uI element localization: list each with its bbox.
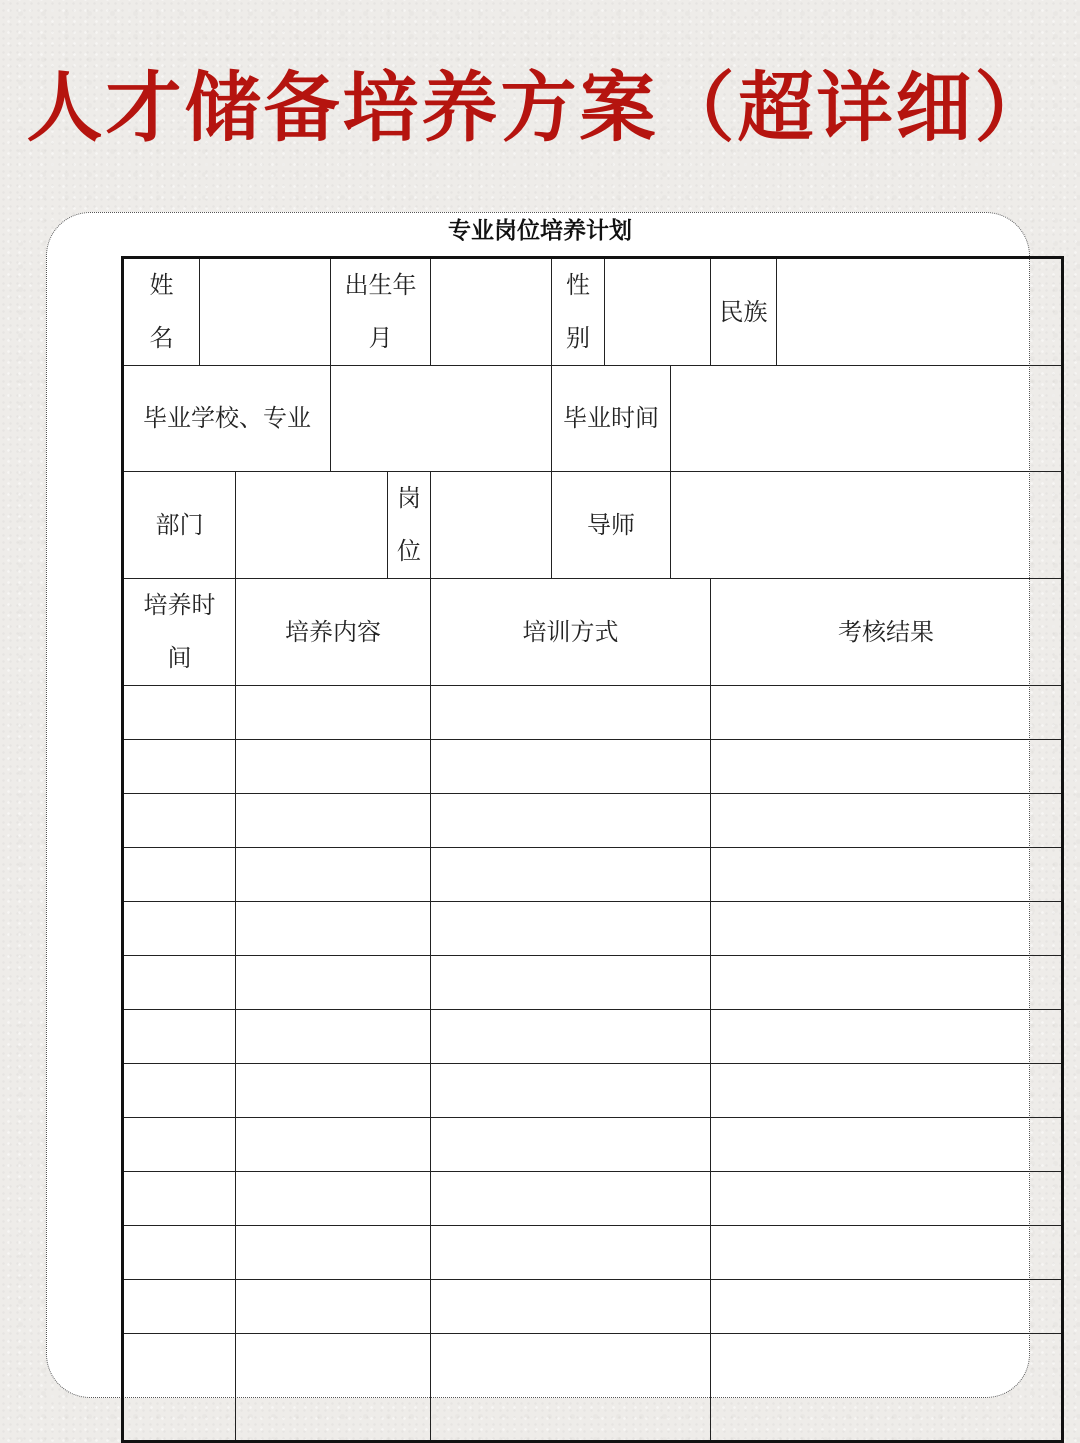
column-header-content: 培养内容 (236, 579, 431, 686)
table-row (123, 848, 1063, 902)
time-cell[interactable] (123, 686, 236, 740)
method-cell[interactable] (431, 794, 711, 848)
mentor-label: 导师 (552, 472, 671, 579)
gender-label: 性别 (552, 258, 605, 366)
gender-value[interactable] (605, 258, 711, 366)
table-row (123, 1172, 1063, 1226)
method-cell[interactable] (431, 1010, 711, 1064)
info-row-3 (123, 472, 1063, 579)
info-row-1 (123, 258, 1063, 366)
grad-time-value[interactable] (671, 366, 1063, 472)
name-value[interactable] (200, 258, 331, 366)
department-label: 部门 (123, 472, 236, 579)
table-row (123, 1226, 1063, 1280)
grad-time-label: 毕业时间 (552, 366, 671, 472)
school-major-label: 毕业学校、专业 (123, 366, 331, 472)
table-row (123, 686, 1063, 740)
time-cell[interactable] (123, 794, 236, 848)
page-title: 人才储备培养方案（超详细） (26, 63, 1054, 152)
birth-value[interactable] (431, 258, 552, 366)
content-cell[interactable] (236, 740, 431, 794)
table-row (123, 1010, 1063, 1064)
form-title: 专业岗位培养计划 (448, 218, 632, 244)
table-row (123, 902, 1063, 956)
table-row (123, 1118, 1063, 1172)
time-cell[interactable] (123, 740, 236, 794)
content-cell[interactable] (236, 1064, 431, 1118)
result-cell[interactable] (711, 956, 1063, 1010)
content-cell[interactable] (236, 1118, 431, 1172)
method-cell[interactable] (431, 740, 711, 794)
method-cell[interactable] (431, 1172, 711, 1226)
position-label: 岗位 (388, 472, 431, 579)
ethnicity-value[interactable] (777, 258, 1063, 366)
content-cell[interactable] (236, 1172, 431, 1226)
column-header-method: 培训方式 (431, 579, 711, 686)
info-row-2 (123, 366, 1063, 472)
method-cell[interactable] (431, 1280, 711, 1334)
time-cell[interactable] (123, 1010, 236, 1064)
table-row (123, 956, 1063, 1010)
content-cell[interactable] (236, 848, 431, 902)
result-cell[interactable] (711, 686, 1063, 740)
result-cell[interactable] (711, 848, 1063, 902)
content-cell[interactable] (236, 956, 431, 1010)
time-cell[interactable] (123, 1172, 236, 1226)
header-row (123, 579, 1063, 686)
method-cell[interactable] (431, 1064, 711, 1118)
content-cell[interactable] (236, 1334, 431, 1442)
result-cell[interactable] (711, 1010, 1063, 1064)
table-row (123, 1334, 1063, 1442)
content-cell[interactable] (236, 902, 431, 956)
mentor-value[interactable] (671, 472, 1063, 579)
time-cell[interactable] (123, 1334, 236, 1442)
method-cell[interactable] (431, 902, 711, 956)
name-label: 姓名 (123, 258, 200, 366)
table-row (123, 1064, 1063, 1118)
position-value[interactable] (431, 472, 552, 579)
training-plan-table (121, 256, 1064, 1443)
method-cell[interactable] (431, 1226, 711, 1280)
department-value[interactable] (236, 472, 388, 579)
result-cell[interactable] (711, 1280, 1063, 1334)
method-cell[interactable] (431, 848, 711, 902)
result-cell[interactable] (711, 1226, 1063, 1280)
column-header-time: 培养时间 (123, 579, 236, 686)
school-major-value[interactable] (331, 366, 552, 472)
method-cell[interactable] (431, 1118, 711, 1172)
ethnicity-label: 民族 (711, 258, 777, 366)
content-cell[interactable] (236, 1010, 431, 1064)
time-cell[interactable] (123, 1064, 236, 1118)
content-cell[interactable] (236, 686, 431, 740)
content-cell[interactable] (236, 1280, 431, 1334)
plan-rows (123, 686, 1063, 1442)
table-row (123, 1280, 1063, 1334)
result-cell[interactable] (711, 740, 1063, 794)
table-row (123, 740, 1063, 794)
method-cell[interactable] (431, 1334, 711, 1442)
time-cell[interactable] (123, 902, 236, 956)
table-row (123, 794, 1063, 848)
time-cell[interactable] (123, 956, 236, 1010)
result-cell[interactable] (711, 902, 1063, 956)
result-cell[interactable] (711, 1064, 1063, 1118)
column-header-result: 考核结果 (711, 579, 1063, 686)
time-cell[interactable] (123, 848, 236, 902)
time-cell[interactable] (123, 1280, 236, 1334)
result-cell[interactable] (711, 1118, 1063, 1172)
method-cell[interactable] (431, 686, 711, 740)
content-cell[interactable] (236, 794, 431, 848)
birth-label: 出生年月 (331, 258, 431, 366)
time-cell[interactable] (123, 1226, 236, 1280)
time-cell[interactable] (123, 1118, 236, 1172)
content-cell[interactable] (236, 1226, 431, 1280)
method-cell[interactable] (431, 956, 711, 1010)
result-cell[interactable] (711, 1334, 1063, 1442)
result-cell[interactable] (711, 1172, 1063, 1226)
result-cell[interactable] (711, 794, 1063, 848)
